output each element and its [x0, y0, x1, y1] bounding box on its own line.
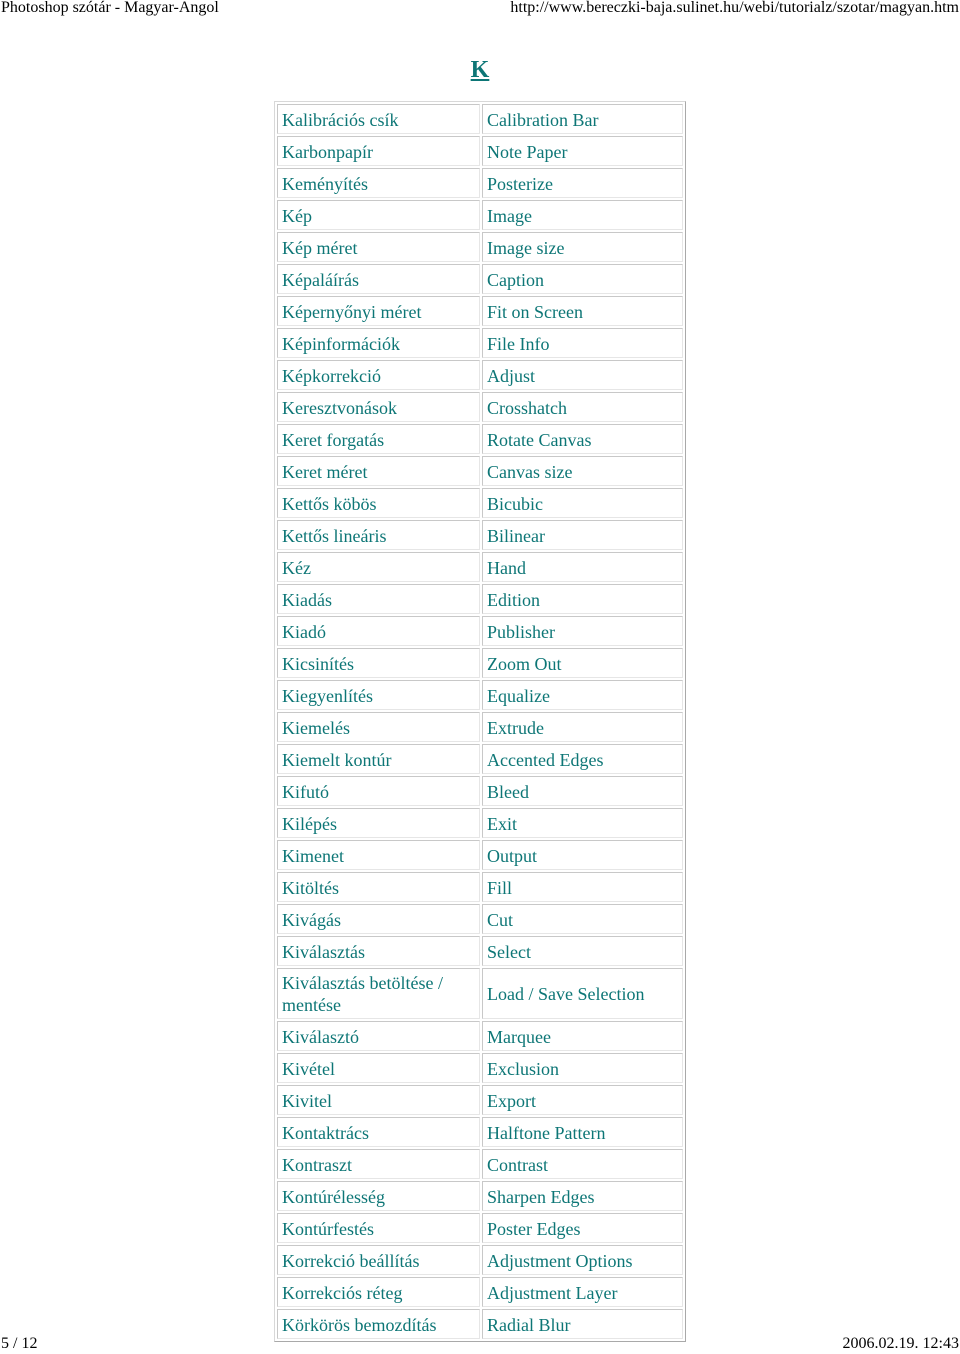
table-row: [277, 1021, 683, 1051]
hungarian-term: Korrekciós réteg: [277, 1277, 480, 1307]
hungarian-term: Kontúrfestés: [277, 1213, 480, 1243]
hungarian-term: Körkörös bemozdítás: [277, 1309, 480, 1339]
hungarian-term: Kettős lineáris: [277, 520, 480, 550]
table-row: [277, 136, 683, 166]
table-row: [277, 712, 683, 742]
table-row: [277, 424, 683, 454]
english-term: Zoom Out: [482, 648, 683, 678]
table-row: [277, 168, 683, 198]
table-row: [277, 392, 683, 422]
hungarian-term: Kifutó: [277, 776, 480, 806]
hungarian-term: Kiemelt kontúr: [277, 744, 480, 774]
english-term: Sharpen Edges: [482, 1181, 683, 1211]
table-row: [277, 296, 683, 326]
table-row: [277, 328, 683, 358]
hungarian-term: Kép méret: [277, 232, 480, 262]
english-term: Extrude: [482, 712, 683, 742]
english-term: Edition: [482, 584, 683, 614]
table-row: [277, 1149, 683, 1179]
english-term: Select: [482, 936, 683, 966]
table-row: [277, 232, 683, 262]
table-row: [277, 1085, 683, 1115]
english-term: Adjustment Options: [482, 1245, 683, 1275]
english-term: Adjustment Layer: [482, 1277, 683, 1307]
dictionary-table: [274, 101, 686, 1342]
section-letter-heading: K: [470, 57, 490, 83]
hungarian-term: Kettős köbös: [277, 488, 480, 518]
english-term: Output: [482, 840, 683, 870]
table-row: [277, 840, 683, 870]
hungarian-term: Korrekció beállítás: [277, 1245, 480, 1275]
english-term: File Info: [482, 328, 683, 358]
hungarian-term: Képaláírás: [277, 264, 480, 294]
hungarian-term: Kivétel: [277, 1053, 480, 1083]
print-datetime: 2006.02.19. 12:43: [842, 1335, 959, 1352]
table-row: [277, 616, 683, 646]
table-row: [277, 1245, 683, 1275]
table-row: [277, 1277, 683, 1307]
table-row: [277, 808, 683, 838]
english-term: Rotate Canvas: [482, 424, 683, 454]
english-term: Equalize: [482, 680, 683, 710]
hungarian-term: Kontraszt: [277, 1149, 480, 1179]
hungarian-term: Keményítés: [277, 168, 480, 198]
table-row: [277, 680, 683, 710]
english-term: Bicubic: [482, 488, 683, 518]
table-row: [277, 552, 683, 582]
english-term: Calibration Bar: [482, 104, 683, 134]
hungarian-term: Kiválasztás betöltése / mentése: [277, 968, 480, 1019]
english-term: Contrast: [482, 1149, 683, 1179]
table-row: [277, 200, 683, 230]
hungarian-term: Kiválasztó: [277, 1021, 480, 1051]
hungarian-term: Karbonpapír: [277, 136, 480, 166]
table-row: [277, 456, 683, 486]
hungarian-term: Kimenet: [277, 840, 480, 870]
hungarian-term: Kiválasztás: [277, 936, 480, 966]
hungarian-term: Kivitel: [277, 1085, 480, 1115]
document-url: http://www.bereczki-baja.sulinet.hu/webi/tutorialz/szotar/magyan.htm: [510, 0, 959, 16]
hungarian-term: Kéz: [277, 552, 480, 582]
table-row: [277, 1053, 683, 1083]
english-term: Crosshatch: [482, 392, 683, 422]
english-term: Exclusion: [482, 1053, 683, 1083]
hungarian-term: Keresztvonások: [277, 392, 480, 422]
english-term: Image: [482, 200, 683, 230]
english-term: Marquee: [482, 1021, 683, 1051]
table-row: [277, 776, 683, 806]
hungarian-term: Kitöltés: [277, 872, 480, 902]
english-term: Halftone Pattern: [482, 1117, 683, 1147]
hungarian-term: Kicsinítés: [277, 648, 480, 678]
english-term: Fill: [482, 872, 683, 902]
table-row: [277, 520, 683, 550]
page-number: 5 / 12: [1, 1335, 38, 1352]
table-row: [277, 1213, 683, 1243]
english-term: Adjust: [482, 360, 683, 390]
english-term: Bleed: [482, 776, 683, 806]
english-term: Canvas size: [482, 456, 683, 486]
english-term: Hand: [482, 552, 683, 582]
english-term: Poster Edges: [482, 1213, 683, 1243]
english-term: Posterize: [482, 168, 683, 198]
hungarian-term: Keret forgatás: [277, 424, 480, 454]
hungarian-term: Kiadás: [277, 584, 480, 614]
hungarian-term: Képkorrekció: [277, 360, 480, 390]
document-title: Photoshop szótár - Magyar-Angol: [1, 0, 219, 16]
print-footer: [0, 1334, 960, 1354]
english-term: Fit on Screen: [482, 296, 683, 326]
english-term: Image size: [482, 232, 683, 262]
hungarian-term: Kivágás: [277, 904, 480, 934]
hungarian-term: Kalibrációs csík: [277, 104, 480, 134]
table-row: [277, 264, 683, 294]
table-row: [277, 584, 683, 614]
print-header: [0, 0, 960, 20]
hungarian-term: Kontaktrács: [277, 1117, 480, 1147]
table-row: [277, 104, 683, 134]
table-row: [277, 1117, 683, 1147]
table-row: [277, 968, 683, 1019]
hungarian-term: Kiadó: [277, 616, 480, 646]
hungarian-term: Kép: [277, 200, 480, 230]
hungarian-term: Kontúrélesség: [277, 1181, 480, 1211]
english-term: Bilinear: [482, 520, 683, 550]
table-row: [277, 360, 683, 390]
english-term: Cut: [482, 904, 683, 934]
table-row: [277, 872, 683, 902]
english-term: Note Paper: [482, 136, 683, 166]
hungarian-term: Képernyőnyi méret: [277, 296, 480, 326]
english-term: Export: [482, 1085, 683, 1115]
english-term: Exit: [482, 808, 683, 838]
table-row: [277, 936, 683, 966]
table-row: [277, 648, 683, 678]
english-term: Publisher: [482, 616, 683, 646]
english-term: Radial Blur: [482, 1309, 683, 1339]
table-row: [277, 904, 683, 934]
english-term: Caption: [482, 264, 683, 294]
english-term: Accented Edges: [482, 744, 683, 774]
table-row: [277, 744, 683, 774]
hungarian-term: Keret méret: [277, 456, 480, 486]
hungarian-term: Képinformációk: [277, 328, 480, 358]
table-row: [277, 488, 683, 518]
hungarian-term: Kiegyenlítés: [277, 680, 480, 710]
hungarian-term: Kiemelés: [277, 712, 480, 742]
hungarian-term: Kilépés: [277, 808, 480, 838]
table-row: [277, 1181, 683, 1211]
english-term: Load / Save Selection: [482, 968, 683, 1019]
dictionary-table-body: [277, 104, 683, 1339]
